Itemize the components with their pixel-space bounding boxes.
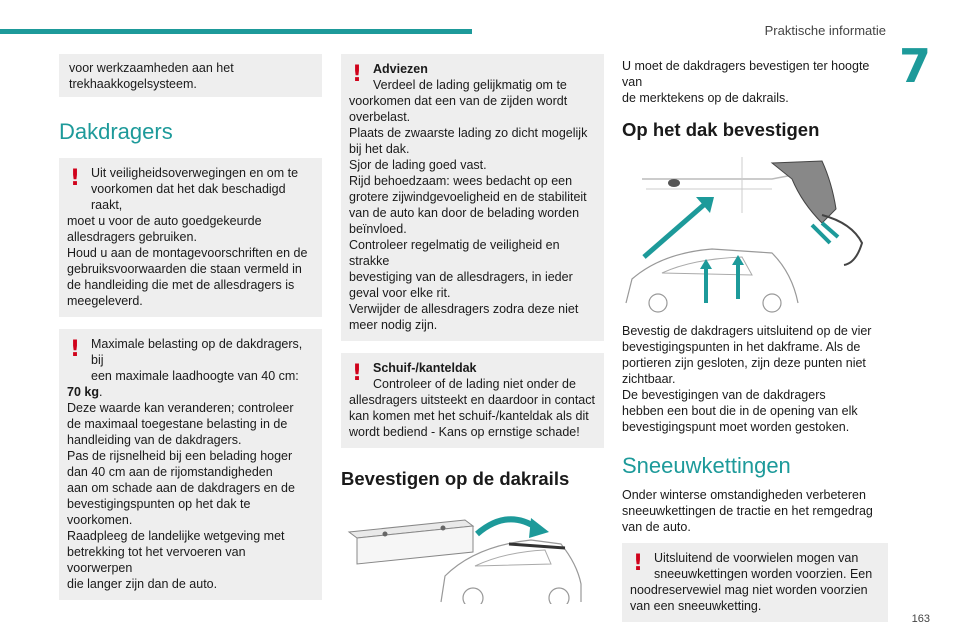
warning-icon: ! [70, 166, 81, 191]
warning-icon: ! [352, 361, 363, 386]
intro-paragraph: U moet de dakdragers bevestigen ter hoogte van de merktekens op de dakrails. [622, 59, 870, 105]
page-number: 163 [911, 613, 930, 625]
advice-box: ! Adviezen Verdeel de lading gelijkmatig om te voorkomen dat een van de zijden wordt overbelast. Plaats de zwaarste lading zo dicht mogelijk bij het dak. Sjor de lading goed vast. Rijd behoedzaam: wees bedacht op een grotere zijwindgevoeligheid en de stabiliteit van de auto kan door de belading worden beïnvloed. Controleer regelmatig de veiligheid en strakke bevestiging van de allesdragers, in ieder geval voor elke rit. Verwijder de allesdragers zodra deze niet meer nodig zijn. [341, 54, 604, 341]
section-title: Praktische informatie [764, 23, 886, 38]
column-1 [59, 54, 322, 600]
sunroof-title: Schuif-/kanteldak [373, 361, 477, 375]
intro-box: voor werkzaamheden aan het trekhaakkogelsysteem. [59, 54, 322, 97]
snow-intro: Onder winterse omstandigheden verbeteren sneeuwkettingen de tractie en het remgedrag van de auto. [622, 488, 873, 534]
snow-warning-box: ! Uitsluitend de voorwielen mogen van sneeuwkettingen worden voorzien. Een noodreservewiel mag niet worden voorzien van een sneeuwketting. [622, 543, 888, 622]
warning-icon: ! [633, 551, 644, 576]
roof-mount-illustration [622, 153, 882, 313]
heading-dakdragers: Dakdragers [59, 119, 173, 144]
max-load-value: 70 kg [67, 385, 99, 399]
column-3 [622, 54, 888, 622]
roof-rail-illustration [345, 504, 585, 604]
warning-box-safety: ! Uit veiligheidsoverwegingen en om te voorkomen dat het dak beschadigd raakt, moet u voor de auto goedgekeurde allesdragers gebruiken. Houd u aan de montagevoorschriften en de gebruiksvoorwaarden die staan vermeld in de handleiding die met de allesdragers is meegeleverd. [59, 158, 322, 317]
header-accent-bar [0, 29, 472, 34]
warning-icon: ! [70, 337, 81, 362]
heading-snow-chains: Sneeuwkettingen [622, 453, 791, 478]
advice-title: Adviezen [373, 62, 428, 76]
heading-roof-mount: Op het dak bevestigen [622, 119, 820, 140]
sunroof-warning-box: ! Schuif-/kanteldak Controleer of de lading niet onder de allesdragers uitsteekt en daardoor in contact kan komen met het schuif-/kanteldak als dit wordt bediend - Kans op ernstige schade! [341, 353, 604, 448]
chapter-number: 7 [899, 39, 932, 93]
warning-icon: ! [352, 62, 363, 87]
heading-roof-rails: Bevestigen op de dakrails [341, 468, 570, 489]
mount-body: Bevestig de dakdragers uitsluitend op de vier bevestigingspunten in het dakframe. Als de portieren zijn gesloten, zijn deze punten niet zichtbaar. De bevestigingen van de dakdragers hebben een bout die in de opening van elk bevestigingspunt moet worden gestoken. [622, 324, 872, 434]
column-2 [341, 54, 604, 604]
warning-box-max-load: ! Maximale belasting op de dakdragers, bij een maximale laadhoogte van 40 cm: 70 kg. Deze waarde kan veranderen; controleer de maximaal toegestane belasting in de handleiding van de dakdragers. Pas de rijsnelheid bij een belading hoger dan 40 cm aan de rijomstandigheden aan om schade aan de dakdragers en de bevestigingspunten op het dak te voorkomen. Raadpleeg de landelijke wetgeving met betrekking tot het vervoeren van voorwerpen die langer zijn dan de auto. [59, 329, 322, 600]
